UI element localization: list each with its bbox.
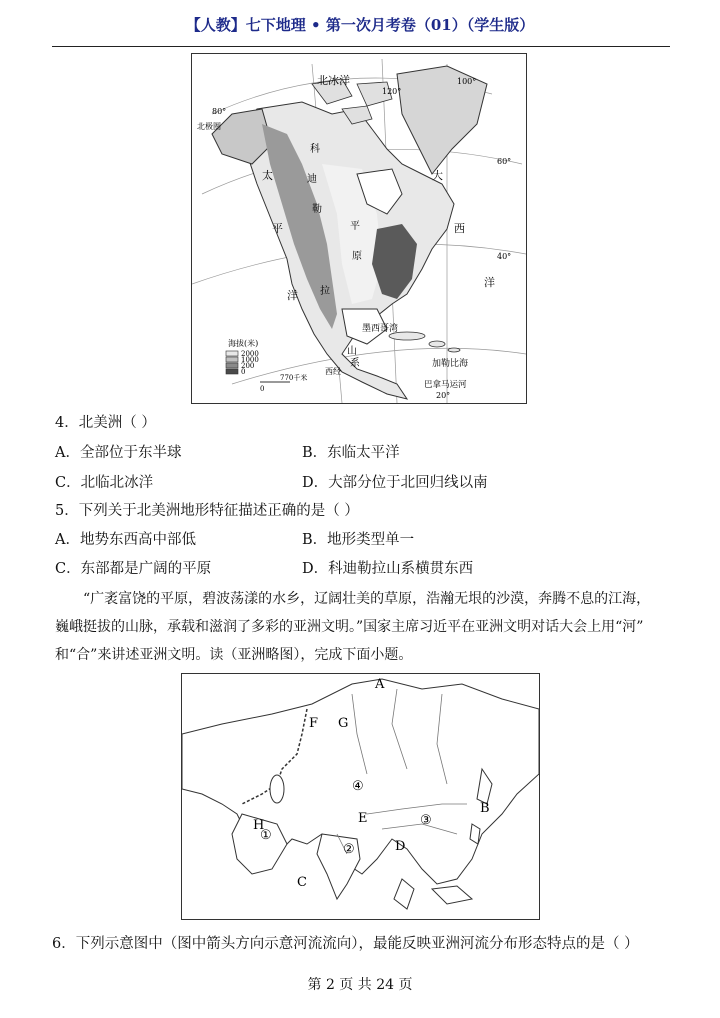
svg-text:770千米: 770千米 [280, 374, 308, 382]
svg-text:H: H [253, 818, 265, 833]
q5-stem: 5．下列关于北美洲地形特征描述正确的是（ ） [55, 503, 359, 519]
page-header-title: 【人教】七下地理 • 第一次月考卷（01）（学生版） [185, 16, 535, 34]
svg-text:④: ④ [352, 779, 364, 794]
svg-text:原: 原 [352, 251, 362, 262]
svg-text:200: 200 [241, 362, 255, 370]
svg-text:拉: 拉 [320, 286, 330, 297]
svg-text:G: G [338, 716, 349, 731]
svg-text:平: 平 [272, 222, 283, 235]
svg-text:2000: 2000 [241, 350, 259, 358]
svg-text:0: 0 [260, 385, 265, 393]
header-rule [52, 46, 670, 47]
svg-text:C: C [297, 875, 307, 890]
svg-text:E: E [358, 811, 368, 826]
intro-paragraph [55, 585, 672, 669]
q5-option-a: A．地势东西高中部低 [55, 532, 196, 548]
q4-option-d: D．大部分位于北回归线以南 [302, 475, 488, 491]
svg-text:迪: 迪 [307, 174, 317, 185]
svg-text:大: 大 [432, 169, 443, 182]
label-caribbean: 加勒比海 [432, 359, 469, 369]
q4-option-b: B．东临太平洋 [302, 445, 400, 461]
svg-text:洋: 洋 [287, 289, 298, 302]
svg-text:40°: 40° [497, 252, 512, 261]
svg-text:系: 系 [350, 358, 360, 369]
svg-text:西: 西 [454, 222, 465, 235]
svg-text:120°: 120° [382, 87, 402, 96]
svg-text:A: A [375, 677, 385, 692]
svg-text:北极圈: 北极圈 [197, 122, 221, 131]
asia-map [181, 673, 540, 920]
svg-text:D: D [395, 839, 406, 854]
intro-line-3: 和“合”来讲述亚洲文明。读（亚洲略图），完成下面小题。 [55, 647, 413, 663]
elevation-legend [226, 338, 307, 393]
q6-stem: 6．下列示意图中（图中箭头方向示意河流流向），最能反映亚洲河流分布形态特点的是（ ） [52, 936, 639, 952]
intro-line-2: 巍峨挺拔的山脉，承载和滋润了多彩的亚洲文明。”国家主席习近平在亚洲文明对话大会上用“河” [55, 619, 644, 635]
svg-text:平: 平 [350, 221, 360, 232]
svg-text:80°: 80° [212, 107, 227, 116]
svg-text:B: B [480, 801, 490, 816]
svg-text:100°: 100° [457, 77, 477, 86]
label-gulf-of-mexico: 墨西哥湾 [362, 324, 399, 334]
svg-text:①: ① [260, 828, 272, 843]
svg-text:②: ② [343, 842, 355, 857]
svg-text:1000: 1000 [241, 356, 259, 364]
svg-text:科: 科 [310, 144, 320, 155]
q4-stem: 4．北美洲（ ） [55, 415, 156, 431]
label-panama-canal: 巴拿马运河 [424, 380, 467, 390]
page-footer: 第 2 页 共 24 页 [307, 977, 413, 993]
q5-option-d: D．科迪勒拉山系横贯东西 [302, 561, 474, 577]
svg-text:西经: 西经 [325, 367, 341, 376]
north-america-map [191, 53, 527, 404]
svg-text:0: 0 [241, 368, 246, 376]
q4-option-a: A．全部位于东半球 [55, 445, 182, 461]
svg-text:山: 山 [347, 346, 357, 357]
q5-option-c: C．东部都是广阔的平原 [55, 561, 212, 577]
svg-text:60°: 60° [497, 157, 512, 166]
svg-text:海拔(米): 海拔(米) [228, 339, 259, 348]
q5-option-b: B．地形类型单一 [302, 532, 415, 548]
svg-text:太: 太 [262, 169, 273, 182]
svg-text:20°: 20° [436, 391, 451, 400]
svg-text:F: F [309, 716, 319, 731]
svg-text:③: ③ [420, 813, 432, 828]
svg-text:勒: 勒 [312, 204, 322, 215]
label-arctic-ocean: 北冰洋 [317, 74, 350, 87]
q4-option-c: C．北临北冰洋 [55, 475, 154, 491]
svg-text:洋: 洋 [484, 276, 495, 289]
intro-line-1: “广袤富饶的平原，碧波荡漾的水乡，辽阔壮美的草原，浩瀚无垠的沙漠，奔腾不息的江海， [83, 591, 651, 607]
